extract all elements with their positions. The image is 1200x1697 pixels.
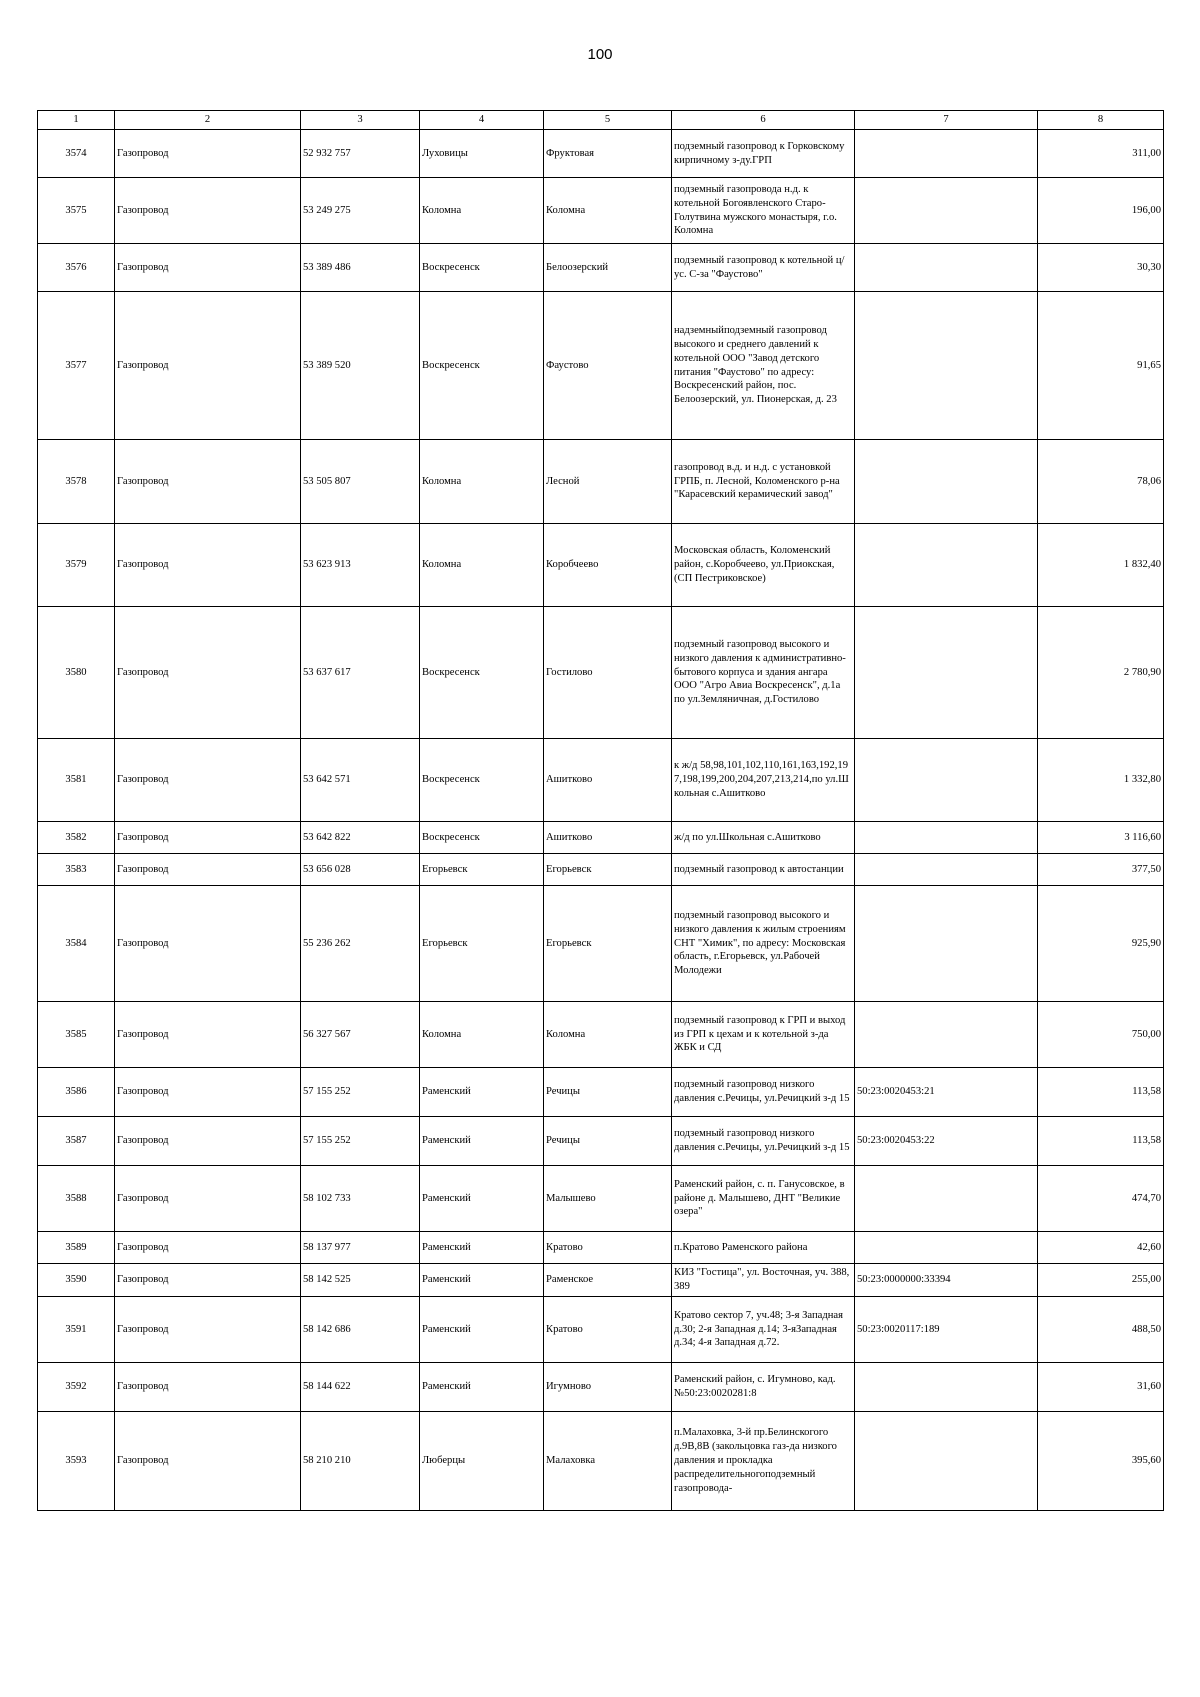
column-number-row: [38, 111, 1164, 130]
cadastral-number: [855, 130, 1038, 178]
length: 395,60: [1038, 1412, 1164, 1511]
district: Коломна: [420, 440, 544, 524]
locality: Кратово: [544, 1297, 672, 1363]
table-row: [38, 1068, 1164, 1117]
object-type: Газопровод: [115, 854, 301, 886]
row-number: 3589: [38, 1232, 115, 1264]
length: 750,00: [1038, 1002, 1164, 1068]
object-type: Газопровод: [115, 440, 301, 524]
column-header: 3: [301, 111, 420, 130]
length: 91,65: [1038, 292, 1164, 440]
table-row: [38, 854, 1164, 886]
table-row: [38, 1117, 1164, 1166]
table-row: [38, 178, 1164, 244]
object-type: Газопровод: [115, 292, 301, 440]
row-number: 3586: [38, 1068, 115, 1117]
description: п.Кратово Раменского района: [672, 1232, 855, 1264]
description: Московская область, Коломенский район, с.Коробчеево, ул.Приокская, (СП Пестриковское): [672, 524, 855, 607]
object-code: 53 642 571: [301, 739, 420, 822]
table-row: [38, 292, 1164, 440]
table-row: [38, 244, 1164, 292]
district: Коломна: [420, 1002, 544, 1068]
object-type: Газопровод: [115, 607, 301, 739]
row-number: 3575: [38, 178, 115, 244]
row-number: 3579: [38, 524, 115, 607]
object-type: Газопровод: [115, 524, 301, 607]
locality: Коробчеево: [544, 524, 672, 607]
length: 1 832,40: [1038, 524, 1164, 607]
cadastral-number: [855, 1412, 1038, 1511]
object-type: Газопровод: [115, 886, 301, 1002]
district: Люберцы: [420, 1412, 544, 1511]
column-header: 1: [38, 111, 115, 130]
district: Воскресенск: [420, 739, 544, 822]
object-type: Газопровод: [115, 1412, 301, 1511]
table-row: [38, 1297, 1164, 1363]
district: Раменский: [420, 1232, 544, 1264]
description: подземный газопровод низкого давления с.Речицы, ул.Речицкий з-д 15: [672, 1068, 855, 1117]
column-header: 4: [420, 111, 544, 130]
object-code: 53 389 520: [301, 292, 420, 440]
locality: Егорьевск: [544, 886, 672, 1002]
district: Воскресенск: [420, 607, 544, 739]
object-code: 52 932 757: [301, 130, 420, 178]
object-code: 53 389 486: [301, 244, 420, 292]
object-code: 57 155 252: [301, 1068, 420, 1117]
table-row: [38, 1002, 1164, 1068]
column-header: 8: [1038, 111, 1164, 130]
cadastral-number: [855, 854, 1038, 886]
table-row: [38, 822, 1164, 854]
cadastral-number: 50:23:0020117:189: [855, 1297, 1038, 1363]
table-row: [38, 607, 1164, 739]
length: 30,30: [1038, 244, 1164, 292]
description: надземныйподземный газопровод высокого и среднего давлений к котельной ООО "Завод детского питания "Фаустово" по адресу: Воскресенский район, пос. Белоозерский, ул. Пионерская, д. 23: [672, 292, 855, 440]
row-number: 3580: [38, 607, 115, 739]
description: ж/д по ул.Школьная с.Ашитково: [672, 822, 855, 854]
locality: Речицы: [544, 1117, 672, 1166]
description: Кратово сектор 7, уч.48; 3-я Западная д.30; 2-я Западная д.14; 3-яЗападная д.34; 4-я Западная д.72.: [672, 1297, 855, 1363]
length: 377,50: [1038, 854, 1164, 886]
object-type: Газопровод: [115, 822, 301, 854]
row-number: 3592: [38, 1363, 115, 1412]
cadastral-number: [855, 292, 1038, 440]
object-type: Газопровод: [115, 1297, 301, 1363]
cadastral-number: 50:23:0020453:22: [855, 1117, 1038, 1166]
description: подземный газопровод высокого и низкого давления к жилым строениям СНТ "Химик", по адресу: Московская область, г.Егорьевск, ул.Рабочей Молодежи: [672, 886, 855, 1002]
object-type: Газопровод: [115, 1002, 301, 1068]
row-number: 3574: [38, 130, 115, 178]
column-header: 6: [672, 111, 855, 130]
description: подземный газопровод низкого давления с.Речицы, ул.Речицкий з-д 15: [672, 1117, 855, 1166]
table-row: [38, 1166, 1164, 1232]
object-code: 57 155 252: [301, 1117, 420, 1166]
district: Коломна: [420, 524, 544, 607]
object-code: 58 102 733: [301, 1166, 420, 1232]
object-code: 53 656 028: [301, 854, 420, 886]
locality: Коломна: [544, 1002, 672, 1068]
locality: Белоозерский: [544, 244, 672, 292]
description: подземный газопровод к котельной ц/ ус. С-за "Фаустово": [672, 244, 855, 292]
locality: Раменское: [544, 1264, 672, 1297]
table-row: [38, 1232, 1164, 1264]
description: подземный газопровод к Горковскому кирпичному з-ду.ГРП: [672, 130, 855, 178]
table-row: [38, 1264, 1164, 1297]
description: газопровод в.д. и н.д. с установкой ГРПБ, п. Лесной, Коломенского р-на "Карасевский керамический завод": [672, 440, 855, 524]
object-type: Газопровод: [115, 1166, 301, 1232]
district: Раменский: [420, 1117, 544, 1166]
row-number: 3583: [38, 854, 115, 886]
object-code: 58 144 622: [301, 1363, 420, 1412]
object-type: Газопровод: [115, 178, 301, 244]
cadastral-number: 50:23:0000000:33394: [855, 1264, 1038, 1297]
length: 925,90: [1038, 886, 1164, 1002]
district: Коломна: [420, 178, 544, 244]
description: п.Малаховка, 3-й пр.Белинскогого д.9В,8В (закольцовка газ-да низкого давления и прокладка распределительногоподземный газопровода-: [672, 1412, 855, 1511]
length: 488,50: [1038, 1297, 1164, 1363]
row-number: 3593: [38, 1412, 115, 1511]
description: Раменский район, с. Игумново, кад. №50:23:0020281:8: [672, 1363, 855, 1412]
table-row: [38, 130, 1164, 178]
object-code: 53 642 822: [301, 822, 420, 854]
object-code: 56 327 567: [301, 1002, 420, 1068]
district: Раменский: [420, 1166, 544, 1232]
object-code: 53 505 807: [301, 440, 420, 524]
length: 1 332,80: [1038, 739, 1164, 822]
table-row: [38, 1363, 1164, 1412]
row-number: 3590: [38, 1264, 115, 1297]
locality: Малышево: [544, 1166, 672, 1232]
page-number: 100: [587, 46, 613, 63]
cadastral-number: [855, 178, 1038, 244]
object-type: Газопровод: [115, 1068, 301, 1117]
locality: Лесной: [544, 440, 672, 524]
object-type: Газопровод: [115, 739, 301, 822]
locality: Фруктовая: [544, 130, 672, 178]
cadastral-number: [855, 440, 1038, 524]
district: Егорьевск: [420, 854, 544, 886]
cadastral-number: [855, 1232, 1038, 1264]
district: Раменский: [420, 1264, 544, 1297]
row-number: 3581: [38, 739, 115, 822]
object-type: Газопровод: [115, 244, 301, 292]
cadastral-number: [855, 822, 1038, 854]
locality: Ашитково: [544, 822, 672, 854]
description: подземный газопровода н.д. к котельной Богоявленского Старо-Голутвина мужского монастыря, г.о. Коломна: [672, 178, 855, 244]
object-code: 53 623 913: [301, 524, 420, 607]
length: 255,00: [1038, 1264, 1164, 1297]
cadastral-number: [855, 1363, 1038, 1412]
length: 113,58: [1038, 1117, 1164, 1166]
object-type: Газопровод: [115, 1117, 301, 1166]
description: подземный газопровод высокого и низкого давления к административно-бытового корпуса и здания ангара ООО "Агро Авиа Воскресенск", д.1а по ул.Земляничная, д.Гостилово: [672, 607, 855, 739]
cadastral-number: [855, 1002, 1038, 1068]
table-row: [38, 1412, 1164, 1511]
length: 3 116,60: [1038, 822, 1164, 854]
row-number: 3584: [38, 886, 115, 1002]
locality: Игумново: [544, 1363, 672, 1412]
table-row: [38, 440, 1164, 524]
row-number: 3587: [38, 1117, 115, 1166]
object-type: Газопровод: [115, 130, 301, 178]
description: подземный газопровод к ГРП и выход из ГРП к цехам и к котельной з-да ЖБК и СД: [672, 1002, 855, 1068]
row-number: 3591: [38, 1297, 115, 1363]
district: Воскресенск: [420, 244, 544, 292]
length: 31,60: [1038, 1363, 1164, 1412]
cadastral-number: [855, 244, 1038, 292]
object-code: 55 236 262: [301, 886, 420, 1002]
object-code: 58 137 977: [301, 1232, 420, 1264]
row-number: 3577: [38, 292, 115, 440]
locality: Егорьевск: [544, 854, 672, 886]
object-type: Газопровод: [115, 1363, 301, 1412]
district: Раменский: [420, 1363, 544, 1412]
cadastral-number: 50:23:0020453:21: [855, 1068, 1038, 1117]
object-code: 53 637 617: [301, 607, 420, 739]
row-number: 3578: [38, 440, 115, 524]
description: к ж/д 58,98,101,102,110,161,163,192,197,198,199,200,204,207,213,214,по ул.Школьная с.Ашитково: [672, 739, 855, 822]
district: Воскресенск: [420, 822, 544, 854]
length: 196,00: [1038, 178, 1164, 244]
row-number: 3585: [38, 1002, 115, 1068]
length: 2 780,90: [1038, 607, 1164, 739]
row-number: 3588: [38, 1166, 115, 1232]
locality: Речицы: [544, 1068, 672, 1117]
description: подземный газопровод к автостанции: [672, 854, 855, 886]
column-header: 7: [855, 111, 1038, 130]
district: Раменский: [420, 1068, 544, 1117]
locality: Фаустово: [544, 292, 672, 440]
object-type: Газопровод: [115, 1264, 301, 1297]
locality: Коломна: [544, 178, 672, 244]
description: Раменский район, с. п. Ганусовское, в районе д. Малышево, ДНТ "Великие озера": [672, 1166, 855, 1232]
object-code: 53 249 275: [301, 178, 420, 244]
length: 78,06: [1038, 440, 1164, 524]
cadastral-number: [855, 1166, 1038, 1232]
description: КИЗ "Гостица", ул. Восточная, уч. 388, 389: [672, 1264, 855, 1297]
object-code: 58 142 686: [301, 1297, 420, 1363]
length: 474,70: [1038, 1166, 1164, 1232]
cadastral-number: [855, 739, 1038, 822]
row-number: 3582: [38, 822, 115, 854]
column-header: 5: [544, 111, 672, 130]
row-number: 3576: [38, 244, 115, 292]
length: 311,00: [1038, 130, 1164, 178]
district: Раменский: [420, 1297, 544, 1363]
object-code: 58 142 525: [301, 1264, 420, 1297]
cadastral-number: [855, 524, 1038, 607]
length: 42,60: [1038, 1232, 1164, 1264]
table-row: [38, 739, 1164, 822]
locality: Ашитково: [544, 739, 672, 822]
object-code: 58 210 210: [301, 1412, 420, 1511]
object-type: Газопровод: [115, 1232, 301, 1264]
district: Егорьевск: [420, 886, 544, 1002]
locality: Малаховка: [544, 1412, 672, 1511]
length: 113,58: [1038, 1068, 1164, 1117]
district: Воскресенск: [420, 292, 544, 440]
cadastral-number: [855, 607, 1038, 739]
gas-pipeline-registry-table: [37, 110, 1164, 1511]
locality: Кратово: [544, 1232, 672, 1264]
district: Луховицы: [420, 130, 544, 178]
table-row: [38, 886, 1164, 1002]
column-header: 2: [115, 111, 301, 130]
cadastral-number: [855, 886, 1038, 1002]
table-row: [38, 524, 1164, 607]
locality: Гостилово: [544, 607, 672, 739]
